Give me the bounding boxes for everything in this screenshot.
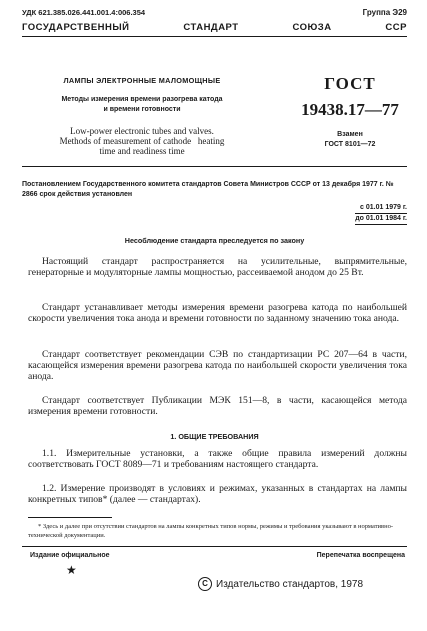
official-edition: Издание официальное — [30, 552, 110, 559]
clause-1-1-text: 1.1. Измерительные установки, а также общие правила измерений должны соответствовать ГОСТ 8089—71 и требованиям настоящего стандарта. — [28, 448, 407, 471]
title-english-line3: time and readiness time — [99, 146, 185, 156]
paragraph-methods — [28, 302, 407, 324]
title-english — [22, 126, 262, 156]
paragraph-sev — [28, 349, 407, 383]
paragraph-sev-text: Стандарт соответствует рекомендации СЭВ по стандартизации РС 207—64 в части, касающейся измерения времени разогрева катода по наибольшей скорости увеличения тока анода. — [28, 349, 407, 383]
title-main: ЛАМПЫ ЭЛЕКТРОННЫЕ МАЛОМОЩНЫЕ — [63, 76, 221, 85]
top-divider — [22, 36, 407, 37]
title-subtitle — [22, 95, 262, 114]
title-subtitle-line2: и времени готовности — [103, 105, 181, 113]
paragraph-scope-text: Настоящий стандарт распространяется на усилительные, выпрямительные, генераторные и модуляторные лампы мощностью, рассеиваемой анодом до 25 Вт. — [28, 256, 407, 279]
copyright-line — [198, 577, 363, 591]
section-title: 1. ОБЩИЕ ТРЕБОВАНИЯ — [170, 432, 259, 441]
udk-code: УДК 621.385.026.441.001.4:006.354 — [22, 8, 146, 17]
clause-1-2-text: 1.2. Измерение производят в условиях и режимах, указанных в стандартах на лампы конкретных типов* (далее — стандартах). — [28, 483, 407, 506]
bottom-divider — [22, 546, 407, 547]
title-english-line2: Methods of measurement of cathode heating — [59, 136, 225, 146]
gost-block — [280, 74, 420, 150]
valid-to: до 01.01 1984 г. — [355, 214, 407, 225]
clause-1-2 — [28, 483, 407, 505]
footnote: * Здесь и далее при отсутствии стандартов на лампы конкретных типов нормы, режимы и требования указывают в нормативно-технической документации. — [28, 523, 393, 539]
paragraph-scope — [28, 256, 407, 278]
replaces-label: Взамен — [337, 131, 363, 138]
gost-label: ГОСТ — [324, 74, 376, 93]
group-code: Группа Э29 — [362, 8, 407, 17]
clause-1-1 — [28, 448, 407, 470]
copyright-icon: C — [198, 577, 212, 591]
reprint-forbidden: Перепечатка воспрещена — [316, 552, 405, 559]
copyright-text: Издательство стандартов, 1978 — [216, 578, 364, 590]
star-icon: ★ — [66, 563, 77, 577]
replaces-value: ГОСТ 8101—72 — [324, 141, 376, 148]
decree-text: Постановлением Государственного комитета стандартов Совета Министров СССР от 13 декабря 1977 г. № 2866 срок действия установлен — [22, 181, 394, 198]
paragraph-iec — [28, 395, 407, 417]
penalty-notice: Несоблюдение стандарта преследуется по закону — [124, 236, 305, 245]
title-english-line1: Low-power electronic tubes and valves. — [70, 126, 214, 136]
footnote-divider — [28, 517, 112, 518]
paragraph-iec-text: Стандарт соответствует Публикации МЭК 151—8, в части, касающейся метода измерения времени готовности. — [28, 395, 407, 418]
paragraph-methods-text: Стандарт устанавливает методы измерения времени разогрева катода по наибольшей скорости увеличения тока анода и времени готовности по заданному значению тока анода. — [28, 302, 407, 325]
mid-divider — [22, 166, 407, 167]
title-subtitle-line1: Методы измерения времени разогрева катода — [61, 96, 223, 103]
gost-number: 19438.17—77 — [301, 100, 399, 119]
replaces-block — [280, 130, 420, 150]
document-title-block — [22, 76, 262, 156]
standard-banner: ГОСУДАРСТВЕННЫЙ СТАНДАРТ СОЮЗА ССР — [22, 22, 407, 33]
validity-dates — [355, 203, 407, 225]
valid-from: с 01.01 1979 г. — [355, 203, 407, 214]
